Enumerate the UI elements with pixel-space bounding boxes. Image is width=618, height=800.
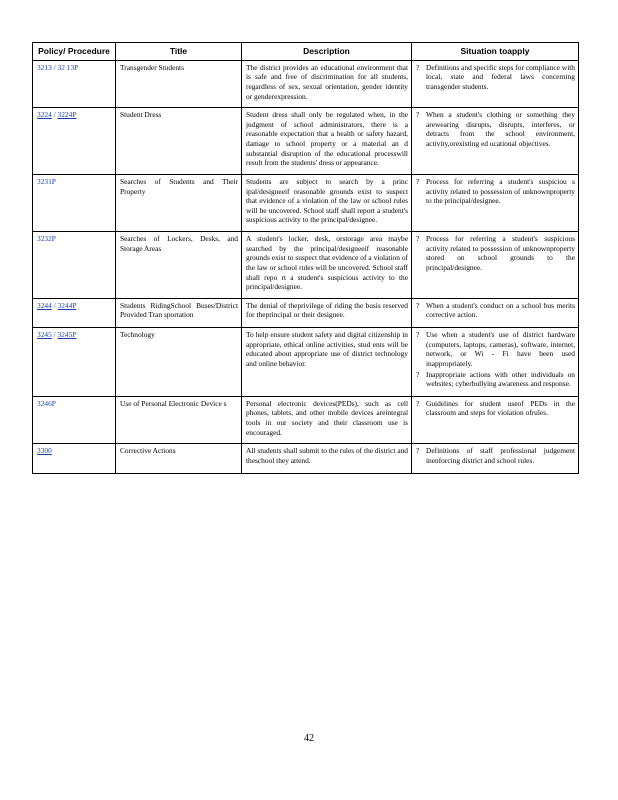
situation-list xyxy=(416,177,575,206)
situation-text: Definitions of staff professional judgement inenforcing district and school rules. xyxy=(426,446,575,465)
situation-list xyxy=(416,63,575,92)
table-row xyxy=(33,298,579,327)
policy-description-cell: The denial of theprivilege of riding the busis reserved for theprincipal or their designee. xyxy=(242,298,412,327)
situation-text: When a student's clothing or something they arewearing disrupts, disrupts, interferes, or detracts from the school environment, activity,orexisting ed ucational objectives. xyxy=(426,110,575,148)
policy-number-text: / xyxy=(51,300,58,310)
table-row xyxy=(33,174,579,231)
table-row xyxy=(33,444,579,473)
policy-number-cell xyxy=(33,328,116,397)
situation-cell xyxy=(412,174,579,231)
policy-number-cell xyxy=(33,60,116,108)
situation-list xyxy=(416,330,575,389)
situation-text: Inappropriate actions with other individuals on websites; cyberbullying awareness and response. xyxy=(426,369,575,389)
policy-title-cell: Searches of Students and Their Property xyxy=(116,174,242,231)
situation-list xyxy=(416,234,575,273)
bullet-icon: ? xyxy=(416,234,420,243)
policy-link[interactable]: 3224 xyxy=(37,110,52,120)
situation-list xyxy=(416,446,575,465)
policy-number-text: / xyxy=(51,330,58,339)
bullet-icon: ? xyxy=(416,62,420,72)
situation-list xyxy=(416,399,575,418)
policy-number-cell xyxy=(33,108,116,175)
policy-title-cell: Transgender Students xyxy=(116,60,242,108)
bullet-icon: ? xyxy=(416,446,420,456)
situation-text: Process for referring a student's suspiciou s activity related to possession of unknownproperty to the principal/designee. xyxy=(426,176,575,206)
policy-link[interactable]: 3224P xyxy=(57,110,77,120)
policy-description-cell: The district provides an educational environment that is safe and free of discrimination for all students, regardless of sex, sexual orientation, gender identity or genderexpression. xyxy=(242,60,412,108)
situation-text: Process for referring a student's suspicious activity related to possession of unknownproperty stored on school grounds to the principal/designee. xyxy=(426,234,575,272)
policy-number-cell xyxy=(33,444,116,473)
policy-link[interactable]: 3244P xyxy=(57,300,77,310)
situation-list xyxy=(416,301,575,320)
policy-number-text: 3213 / 32 13P xyxy=(37,62,79,72)
policy-number-text: 3246P xyxy=(37,398,56,408)
bullet-icon: ? xyxy=(416,110,420,120)
list-item xyxy=(416,399,575,418)
situation-cell xyxy=(412,60,579,108)
bullet-icon: ? xyxy=(416,398,420,408)
table-row xyxy=(33,232,579,299)
policy-number-cell xyxy=(33,298,116,327)
list-item xyxy=(416,234,575,273)
policy-description-cell: All students shall submit to the rules of the district and theschool they attend. xyxy=(242,444,412,473)
policy-description-cell: A student's locker, desk, orstorage area maybe searched by the principal/designeeif reasonable grounds exist to suspect that evidence of a violation of the law or school rules will be uncovered. School staff shall repo rt a student's suspicious activity to the principal/designee. xyxy=(242,232,412,299)
situation-text: When a student's conduct on a school bus merits corrective action. xyxy=(426,300,575,320)
policy-link[interactable]: 3245P xyxy=(57,330,77,339)
bullet-icon: ? xyxy=(416,176,420,186)
situation-text: Use when a student's use of district hardware (computers, laptops, cameras), software, internet, network, or Wi - Fi have been used inappropriately. xyxy=(426,330,575,368)
situation-cell xyxy=(412,328,579,397)
situation-cell xyxy=(412,232,579,299)
policy-link[interactable]: 3300 xyxy=(37,446,52,456)
situation-list xyxy=(416,110,575,149)
policy-number-cell xyxy=(33,174,116,231)
list-item xyxy=(416,63,575,92)
policy-description-cell: To help ensure student safety and digital citizenship in appropriate, ethical online activities, stud ents will be educated about appropriate use of district technology and online behavior. xyxy=(242,328,412,397)
policy-title-cell: Searches of Lockers, Desks, and Storage Areas xyxy=(116,232,242,299)
policy-title-cell: Corrective Actions xyxy=(116,444,242,473)
policy-link[interactable]: 3244 xyxy=(37,300,52,310)
list-item xyxy=(416,446,575,465)
bullet-icon: ? xyxy=(416,300,420,310)
policy-title-cell: Student Dress xyxy=(116,108,242,175)
policy-title-cell: Technology xyxy=(116,328,242,397)
header-situation: Situation toapply xyxy=(412,43,579,61)
page-number: 42 xyxy=(304,733,314,744)
policy-link[interactable]: 3245 xyxy=(37,330,52,339)
header-row xyxy=(33,43,579,61)
situation-cell xyxy=(412,108,579,175)
table-row xyxy=(33,396,579,444)
policy-description-cell: Personal electronic devices(PEDs), such as cell phones, tablets, and other mobile devices areintegral tools in our society and their classroom use is encouraged. xyxy=(242,396,412,444)
bullet-icon: ? xyxy=(416,369,420,379)
policy-number-cell xyxy=(33,396,116,444)
table-row xyxy=(33,60,579,108)
list-item xyxy=(416,301,575,320)
header-title: Title xyxy=(116,43,242,61)
policy-number-text: 3231P xyxy=(37,176,56,186)
list-item xyxy=(416,110,575,149)
header-description: Description xyxy=(242,43,412,61)
bullet-icon: ? xyxy=(416,330,420,339)
situation-text: Definitions and specific steps for compliance with local, state and federal laws concerning transgender students. xyxy=(426,62,575,91)
policy-number-text: 3232P xyxy=(37,234,56,243)
policy-description-cell: Students are subject to search by a princ ipal/designeeif reasonable grounds exist to suspect that evidence of a violation of the law or school rules will be uncovered. School staff shall report a student's suspicious activity to the principal/designee. xyxy=(242,174,412,231)
table-row xyxy=(33,328,579,397)
policy-table xyxy=(32,42,579,474)
situation-cell xyxy=(412,298,579,327)
list-item xyxy=(416,330,575,369)
header-policy: Policy/ Procedure xyxy=(33,43,116,61)
situation-cell xyxy=(412,396,579,444)
policy-description-cell: Student dress shall only be regulated when, in the judgment of school administrators, there is a reasonable expectation that a health or safety hazard, damage to school property or a material an d substantial disruption of the educational processwill result from the students' dress or appearance. xyxy=(242,108,412,175)
list-item xyxy=(416,370,575,389)
situation-text: Guidelines for student useof PEDs in the classroom and steps for violation ofrules. xyxy=(426,398,575,418)
table-row xyxy=(33,108,579,175)
list-item xyxy=(416,177,575,206)
policy-title-cell: Use of Personal Electronic Device s xyxy=(116,396,242,444)
policy-title-cell: Students RidingSchool Buses/District Provided Tran sportation xyxy=(116,298,242,327)
situation-cell xyxy=(412,444,579,473)
policy-number-cell xyxy=(33,232,116,299)
policy-number-text: / xyxy=(51,110,58,120)
